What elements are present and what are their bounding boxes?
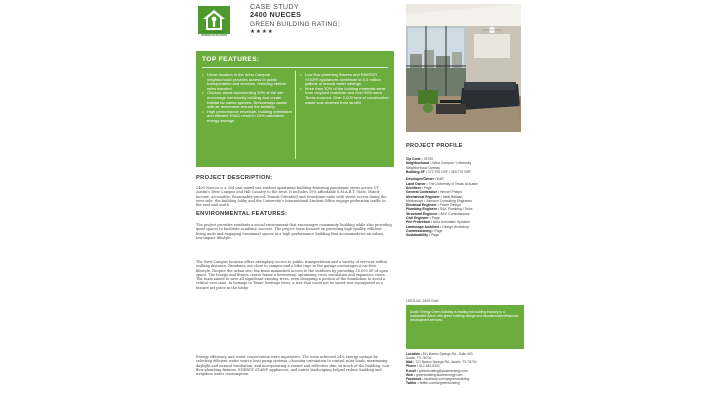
profile-row: Building SF • 372,700 GSF / 383,770 NSF (406, 169, 471, 174)
profile-value: 372,700 GSF / 383,770 NSF (427, 169, 471, 174)
contact-row: Phone • 512-482-5300 (406, 364, 440, 369)
profile-key: Fire Protection (406, 220, 430, 225)
profile-value: Page (423, 185, 432, 190)
profile-value: Design Workshop (442, 224, 470, 229)
feature-item: • High performance envelope, building orientation and efficient HVAC result in 24% calculated energy savings (202, 110, 292, 124)
profile-row: Sustainability • Page (406, 233, 440, 238)
profile-row: Land Owner • The University of Texas at Austin (406, 181, 478, 186)
profile-key: Plumbing Engineer (406, 207, 437, 212)
profile-key: Architect (406, 185, 421, 190)
profile-value: EdR (436, 177, 444, 182)
case-study-title: 2400 NUECES (250, 10, 302, 19)
feature-item: • More than 30% of the building materials were from recycled materials and over 56% were Texas sourced. Over 2,000 tons of construction waste was diverted from landfill (300, 87, 390, 105)
aegb-description: Austin Energy Green Building is leading the building industry to a sustainable future with green building ratings and educational/professional development services. (410, 310, 519, 323)
profile-key: Electrical Engineer (406, 203, 437, 208)
contact-key: Facebook (406, 376, 422, 381)
profile-row: Fire Protection • Aero Automatic Sprinkler (406, 220, 471, 225)
profile-row: Plumbing Engineer • S&K Plumbing / Telos (406, 207, 473, 212)
profile-key: Mechanical Engineer (406, 194, 440, 199)
contact-row: Mail • 721 Barton Springs Rd., Austin, TX 78704 (406, 360, 477, 365)
top-features-left-list (202, 73, 292, 124)
leed-rating: LEED-NC 2009 Gold (406, 299, 439, 303)
profile-value: S&K Plumbing / Telos (439, 207, 473, 212)
interior-photo (406, 4, 521, 132)
profile-value: Page (431, 233, 440, 238)
contact-row: E-mail • greenbuilding@austinenergy.com (406, 368, 468, 373)
photo-credit: Casey Dunn (518, 103, 521, 118)
profile-key: Commissioning (406, 228, 432, 233)
contact-key: Phone (406, 364, 417, 369)
top-features-divider (202, 67, 388, 68)
contact-facebook-link[interactable]: facebook.com/aegreenbuilding (424, 376, 470, 381)
environmental-features-heading: ENVIRONMENTAL FEATURES: (196, 211, 288, 217)
apartment-interior-image (406, 4, 521, 132)
top-features-right-list (300, 73, 390, 105)
profile-row: Mechanical Engineer • Ideal Ballaad (406, 194, 463, 199)
top-features-column-divider (295, 71, 296, 159)
profile-row: Neighborhood • West Campus / University (406, 161, 472, 166)
profile-row: Zip Code • 78705 (406, 157, 434, 161)
contact-value: Austin, TX 78704 (406, 356, 432, 361)
rating-stars: ★★★★ (250, 29, 274, 35)
profile-key: Sustainability (406, 233, 429, 238)
profile-row: Civil Engineer • Page (406, 216, 440, 221)
case-study-label: CASE STUDY (250, 2, 299, 11)
profile-key: Landscape Architect (406, 224, 440, 229)
profile-key: Developer/Owner (406, 177, 434, 182)
profile-row: Landscape Architect • Design Workshop (406, 224, 470, 229)
profile-row: Commissioning • Page (406, 228, 443, 233)
top-features-title: TOP FEATURES: (202, 56, 260, 63)
contact-key: Mail (406, 360, 413, 365)
contact-value: 811 Barton Springs Rd., Suite 400 (422, 352, 473, 356)
profile-value: 78705 (423, 157, 434, 161)
logo-line-2: GREEN BUILDING (200, 33, 227, 38)
contact-value: 512-482-5300 (419, 364, 440, 369)
profile-row: General Contractor • Hensel Phelps (406, 190, 462, 195)
feature-item: • Urban location in the West Campus neighborhood provides access to public transportation and services, reducing vehicle miles traveled (202, 73, 292, 91)
top-features-box (196, 51, 394, 167)
profile-key: Building SF (406, 169, 425, 174)
project-profile-list (406, 157, 524, 238)
contact-row: Location • 811 Barton Springs Rd., Suite 400 (406, 352, 473, 356)
profile-value: Ideal Ballaad (442, 194, 463, 199)
contact-twitter-link[interactable]: twitter.com/aegreenbuilding (419, 381, 460, 386)
feature-item: • Low flow plumbing fixtures and ENERGY STAR® appliances contribute to 5.5 million gallons of annual water savings (300, 73, 390, 87)
contact-key: E-mail (406, 368, 416, 373)
environmental-paragraph-2: The West Campus location offers exemplary access to public transportation and a variety of services within walking distance. Residents use close to campus and a bike cage in the garage encourages a car-free lifestyle. Despite the urban site, the team maximized access to the outdoors by providing 18,000 SF of open space. The lounge and fitness center frame a breezeway, optimizing cross ventilation and expansive views. The team aimed to save all significant existing trees, even designing a portion of the foundation to avoid a critical root zone. In homage to Texas' heritage trees, a tree that could not be saved was repurposed as a feature art piece in the lobby. (196, 260, 388, 290)
contact-row: Web • greenbuilding.austinenergy.com (406, 372, 463, 377)
project-description-text: 2400 Nueces is a 304 unit mixed-use student apartment building featuring panoramic views across UT Austin's West Campus and Hill Country to the west. It includes 10% affordable S.M.A.R.T. (Safe, Mixed-income, Accessible, Reasonably-priced, Transit-Oriented) and townhome units with street access lining the west side; the building lobby and the University's International Student Office engage pedestrian traffic to the east and south. (196, 186, 387, 207)
contact-row: Twitter • twitter.com/aegreenbuilding (406, 381, 460, 386)
profile-key: Land Owner (406, 181, 426, 186)
profile-key: Structural Engineer (406, 211, 438, 216)
profile-key: General Contractor (406, 190, 437, 195)
contact-value: 721 Barton Springs Rd., Austin, TX 78704 (415, 360, 477, 365)
profile-value: Neighborhood Overlay (406, 165, 440, 170)
contact-web-link[interactable]: greenbuilding.austinenergy.com (415, 372, 463, 377)
profile-row: Structural Engineer • AEC Consultancies (406, 211, 470, 216)
profile-row: Developer/Owner • EdR (406, 177, 444, 182)
profile-row: Electrical Engineer • Power Design (406, 203, 461, 208)
project-profile-heading: PROJECT PROFILE (406, 143, 463, 149)
profile-key: Zip Code (406, 157, 421, 161)
profile-row: Architect • Page (406, 185, 432, 190)
contact-row: Facebook • facebook.com/aegreenbuilding (406, 376, 470, 381)
profile-value: Mechanical / Johnson Consulting Engineers (406, 198, 472, 203)
contact-key: Twitter (406, 381, 417, 386)
profile-key: Civil Engineer (406, 216, 429, 221)
environmental-paragraph-1: The project provides residents a social environment that encourages community building while also providing quiet spaces to facilitate academic success. The project team focused on providing high-quality, efficient living units and engaging communal spaces in a high performance building that accommodates an urban, low-impact lifestyle. (196, 223, 392, 240)
case-study-heading (250, 3, 301, 19)
project-description-heading: PROJECT DESCRIPTION: (196, 175, 273, 181)
aegb-info-box (406, 305, 524, 349)
environmental-paragraph-3: Energy efficiency and water conservation were imperative. The team achieved 24% energy savings by selecting efficient water source heat pump systems, choosing orientation to control solar loads, maximizing daylight and natural ventilation, and incorporating a vented and reflective skin on much of the building. Low flow plumbing fixtures, ENERGY STAR® appliances, and native landscaping helped reduce building and irrigation water consumption. (196, 355, 390, 376)
contact-key: Web (406, 372, 413, 377)
profile-value: Page (431, 216, 440, 221)
profile-key: Neighborhood (406, 161, 430, 166)
logo-line-1: AUSTIN ENERGY (201, 30, 227, 34)
feature-item: • Outdoor areas representing 30% of the site encourage community building and create habitat for native species. Breezeways assist with air movement around the building (202, 91, 292, 109)
contact-key: Location (406, 352, 420, 356)
profile-value: Aero Automatic Sprinkler (432, 220, 471, 225)
profile-value: AEC Consultancies (440, 211, 470, 216)
profile-value: Hensel Phelps (439, 190, 462, 195)
profile-value: The University of Texas at Austin (428, 181, 478, 186)
contact-list (406, 352, 524, 385)
profile-value: West Campus / University (432, 161, 472, 166)
profile-value: Power Design (439, 203, 461, 208)
rating-label: GREEN BUILDING RATING: (250, 21, 340, 28)
contact-email-link[interactable]: greenbuilding@austinenergy.com (418, 368, 468, 373)
profile-value: Page (434, 228, 443, 233)
logo-wordmark (193, 31, 235, 37)
